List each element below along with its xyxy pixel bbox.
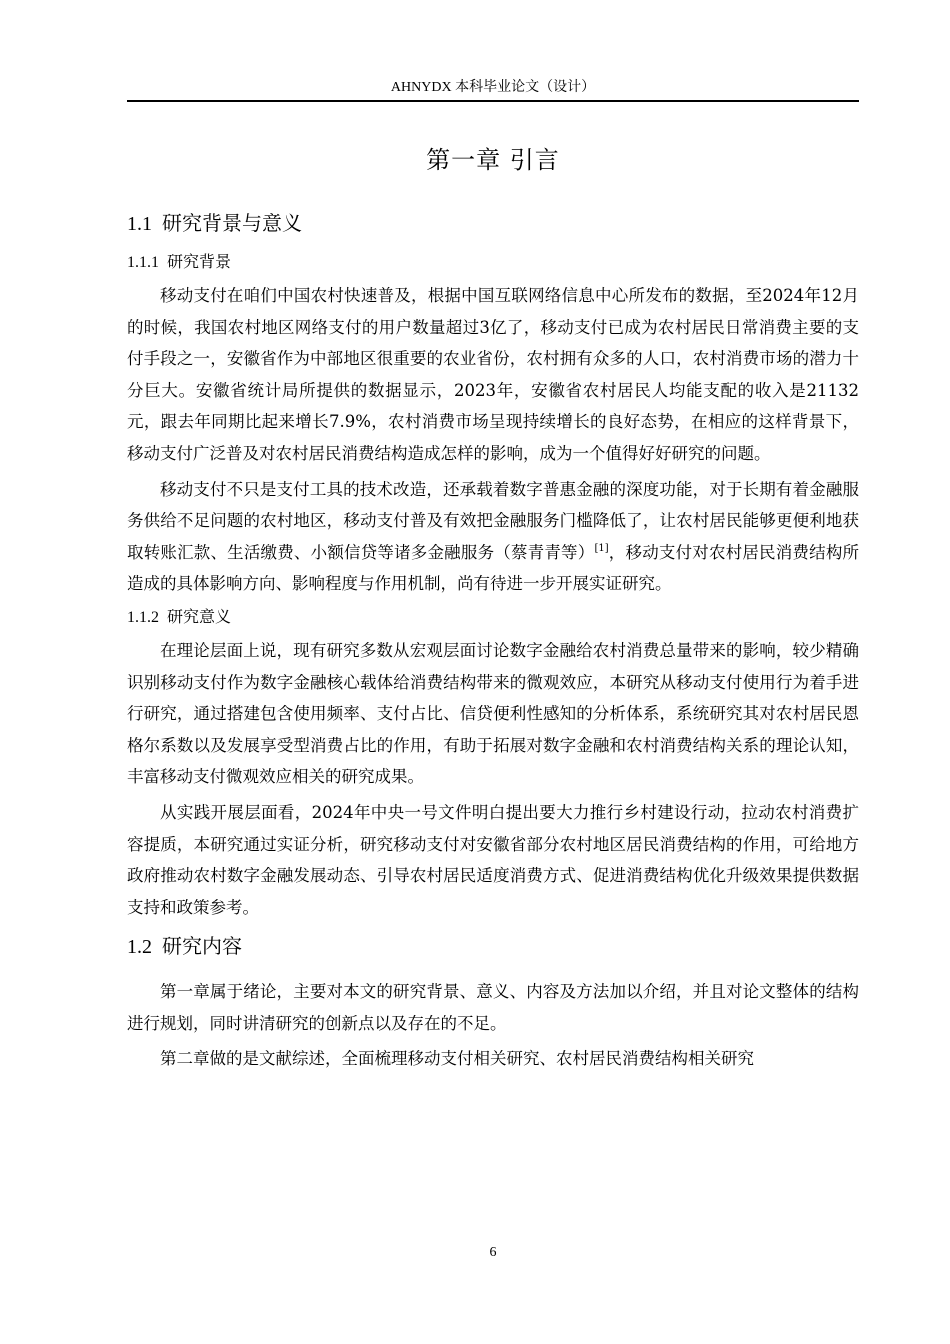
section-heading-1-1 [127, 208, 859, 239]
paragraph-text: ，移动支付对农村居民消费结构所造成的具体影响方向、影响程度与作用机制，尚有待进一步开展实证研究。 [127, 542, 860, 594]
section-title-text: 研究内容 [162, 934, 242, 959]
section-number: 1.1 [127, 213, 152, 235]
subsection-number: 1.1.2 [127, 608, 159, 626]
paragraph-content-2: 第二章做的是文献综述，全面梳理移动支付相关研究、农村居民消费结构相关研究 [160, 1049, 754, 1069]
subsection-title-text: 研究意义 [167, 606, 232, 626]
chapter-title: 第一章 引言 [426, 146, 560, 174]
subsection-number: 1.1.1 [127, 254, 159, 271]
paragraph-text: 移动支付不只是支付工具的技术改造，还承载着数字普惠金融的深度功能，对于长期有着金融服务供给不足问题的农村地区，移动支付普及有效把金融服务门槛降低了，让农村居民能够更便利地获取转账汇款、生活缴费、小额信贷等诸多金融服务（蔡青青等） [127, 479, 859, 562]
paragraph-significance-1: 在理论层面上说，现有研究多数从宏观层面讨论数字金融给农村消费总量带来的影响，较少精确识别移动支付作为数字金融核心载体给消费结构带来的微观效应，本研究从移动支付使用行为着手进行研究，通过搭建包含使用频率、支付占比、信贷便利性感知的分析体系，系统研究其对农村居民恩格尔系数以及发展享受型消费占比的作用，有助于拓展对数字金融和农村消费结构关系的理论认知，丰富移动支付微观效应相关的研究成果。 [127, 640, 859, 787]
section-heading-1-2 [127, 931, 859, 962]
paragraph-significance-2: 从实践开展层面看，2024年中央一号文件明白提出要大力推行乡村建设行动，拉动农村消费扩容提质，本研究通过实证分析，研究移动支付对安徽省部分农村地区居民消费结构的作用，可给地方政府推动农村数字金融发展动态、引导农村居民适度消费方式、促进消费结构优化升级效果提供数据支持和政策参考。 [127, 802, 859, 917]
subsection-heading-1-1-2 [127, 604, 859, 631]
section-title-text: 研究背景与意义 [162, 211, 302, 235]
section-number: 1.2 [127, 936, 152, 959]
running-header: AHNYDX 本科毕业论文（设计） [390, 80, 596, 95]
paragraph-background-1: 移动支付在咱们中国农村快速普及，根据中国互联网络信息中心所发布的数据，至2024年12月的时候，我国农村地区网络支付的用户数量超过3亿了，移动支付已成为农村居民日常消费主要的支付手段之一，安徽省作为中部地区很重要的农业省份，农村拥有众多的人口，农村消费市场的潜力十分巨大。安徽省统计局所提供的数据显示，2023年，安徽省农村居民人均能支配的收入是21132元，跟去年同期比起来增长7.9%，农村消费市场呈现持续增长的良好态势，在相应的这样背景下，移动支付广泛普及对农村居民消费结构造成怎样的影响，成为一个值得好好研究的问题。 [127, 286, 859, 463]
subsection-heading-1-1-1 [127, 249, 859, 276]
paragraph-background-2 [127, 474, 859, 600]
header-rule [127, 100, 859, 102]
subsection-title-text: 研究背景 [167, 252, 232, 271]
page-number: 6 [489, 1245, 497, 1260]
page-content [127, 140, 859, 1079]
paragraph-content-1: 第一章属于绪论，主要对本文的研究背景、意义、内容及方法加以介绍，并且对论文整体的结构进行规划，同时讲清研究的创新点以及存在的不足。 [127, 982, 859, 1033]
citation-marker[interactable]: [1] [594, 542, 609, 554]
